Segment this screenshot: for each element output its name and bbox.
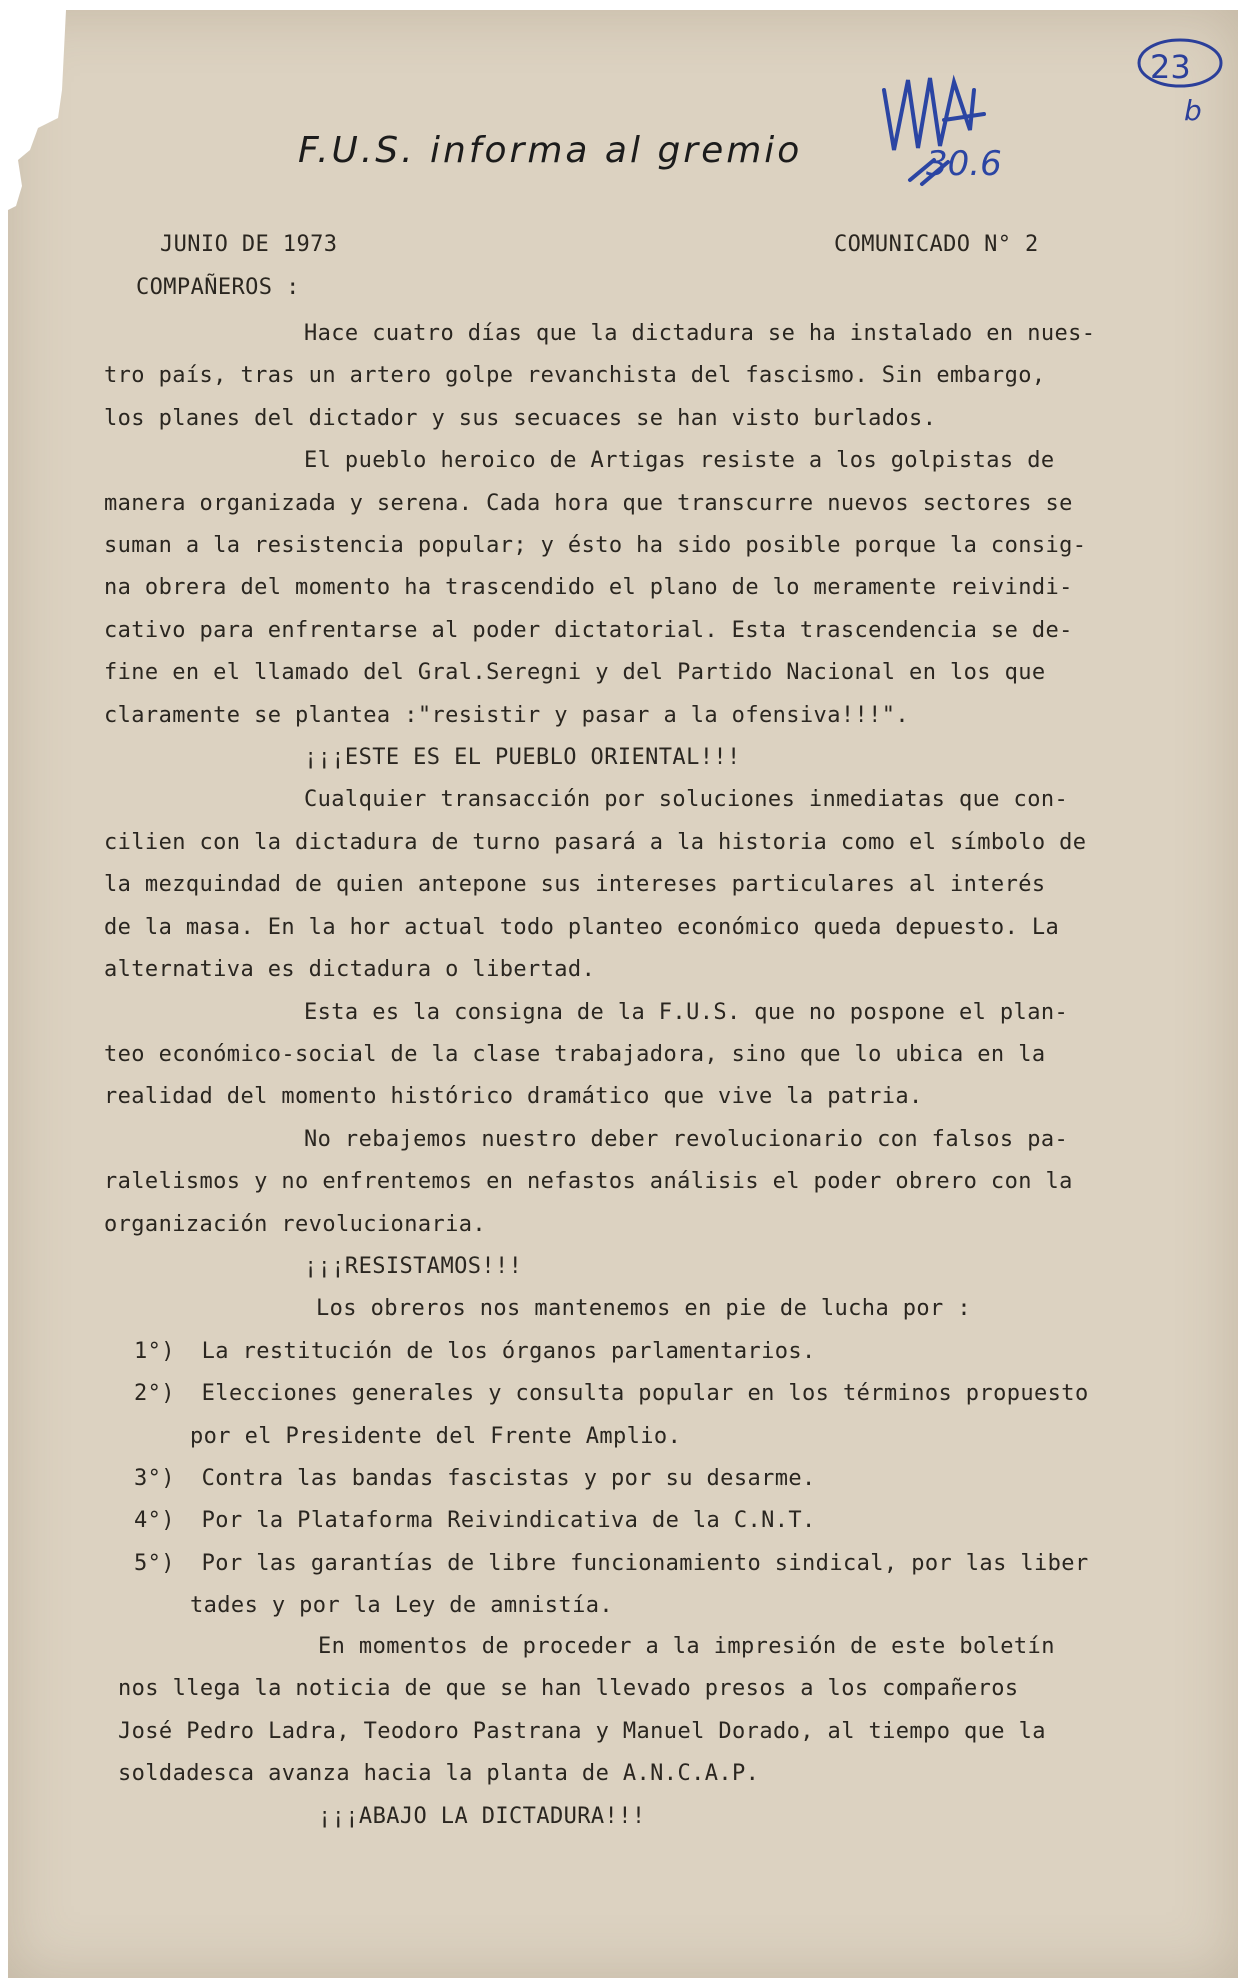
demand-text-continued: tades y por la Ley de amnistía. [190,1593,613,1619]
paragraph-line: manera organizada y serena. Cada hora que transcurre nuevos sectores se [104,490,1073,516]
slogan-pueblo-oriental: ¡¡¡ESTE ES EL PUEBLO ORIENTAL!!! [304,745,741,771]
paragraph-line: ralelismos y no enfrentemos en nefastos análisis el poder obrero con la [104,1169,1073,1195]
paragraph-line: de la masa. En la hor actual todo planteo económico queda depuesto. La [104,914,1060,940]
slogan-abajo-dictadura: ¡¡¡ABAJO LA DICTADURA!!! [318,1803,646,1829]
paragraph-line: Cualquier transacción por soluciones inmediatas que con- [304,787,1069,813]
demand-item [104,1373,1164,1415]
paragraph-line: suman a la resistencia popular; y ésto ha sido posible porque la consig- [104,533,1087,559]
paragraph-line: cilien con la dictadura de turno pasará a la historia como el símbolo de [104,829,1087,855]
demand-item [104,1500,1164,1542]
slogan-resistamos: ¡¡¡RESISTAMOS!!! [304,1253,523,1279]
demand-text-continued: por el Presidente del Frente Amplio. [190,1423,682,1449]
demand-number: 2°) [134,1381,175,1407]
reference-suffix: b [1184,94,1202,127]
closing-line: José Pedro Ladra, Teodoro Pastrana y Manuel Dorado, al tiempo que la [118,1718,1046,1744]
paragraph-line: na obrera del momento ha trascendido el plano de lo meramente reivindi- [104,575,1073,601]
demand-text: La restitución de los órganos parlamentarios. [201,1338,816,1364]
demands-intro: Los obreros nos mantenemos en pie de lucha por : [316,1296,971,1322]
demand-text: Por las garantías de libre funcionamiento sindical, por las liber [201,1550,1089,1576]
reference-number: 23 [1150,48,1191,86]
demand-item [104,1331,1164,1373]
paragraph-line: fine en el llamado del Gral.Seregni y del Partido Nacional en los que [104,660,1046,686]
paragraph-line: tro país, tras un artero golpe revanchista del fascismo. Sin embargo, [104,363,1046,389]
paragraph-line: El pueblo heroico de Artigas resiste a los golpistas de [304,448,1055,474]
torn-corner [8,10,68,210]
communique-body [104,313,1164,1628]
paragraph-line: realidad del momento histórico dramático que vive la patria. [104,1084,923,1110]
paragraph-line: cativo para enfrentarse al poder dictatorial. Esta trascendencia se de- [104,617,1073,643]
demand-number: 1°) [134,1338,175,1364]
paragraph-line: los planes del dictador y sus secuaces se han visto burlados. [104,405,937,431]
demand-text: Elecciones generales y consulta popular en los términos propuesto [201,1381,1089,1407]
paragraph-line: alternativa es dictadura o libertad. [104,957,596,983]
paragraph-line: la mezquindad de quien antepone sus intereses particulares al interés [104,872,1046,898]
closing-line: soldadesca avanza hacia la planta de A.N.C.A.P. [118,1761,760,1787]
paragraph-line: claramente se plantea :"resistir y pasar a la ofensiva!!!". [104,702,910,728]
paragraph-line: Esta es la consigna de la F.U.S. que no pospone el plan- [304,999,1069,1025]
paragraph-line: teo económico-social de la clase trabajadora, sino que lo ubica en la [104,1041,1046,1067]
demand-number: 3°) [134,1465,175,1491]
paragraph-line: organización revolucionaria. [104,1211,487,1237]
demand-text: Contra las bandas fascistas y por su desarme. [201,1465,816,1491]
handwritten-date-note: 30.6 [926,144,1002,184]
demand-number: 4°) [134,1508,175,1534]
closing-section [118,1626,1178,1838]
demand-item [104,1458,1164,1500]
paragraph-line: Hace cuatro días que la dictadura se ha instalado en nues- [304,321,1096,346]
demand-item [104,1543,1164,1585]
demand-text: Por la Plataforma Reivindicativa de la C.N.T. [201,1508,816,1534]
handwritten-heading: F.U.S. informa al gremio [298,130,803,171]
document-page [8,10,1238,1978]
demand-number: 5°) [134,1550,175,1576]
salutation: COMPAÑEROS : [136,275,300,300]
closing-line: En momentos de proceder a la impresión de este boletín [318,1634,1055,1659]
closing-line: nos llega la noticia de que se han llevado presos a los compañeros [118,1676,1019,1702]
document-date: JUNIO DE 1973 [160,232,338,257]
communique-number: COMUNICADO N° 2 [834,232,1039,257]
paragraph-line: No rebajemos nuestro deber revolucionario con falsos pa- [304,1126,1069,1152]
